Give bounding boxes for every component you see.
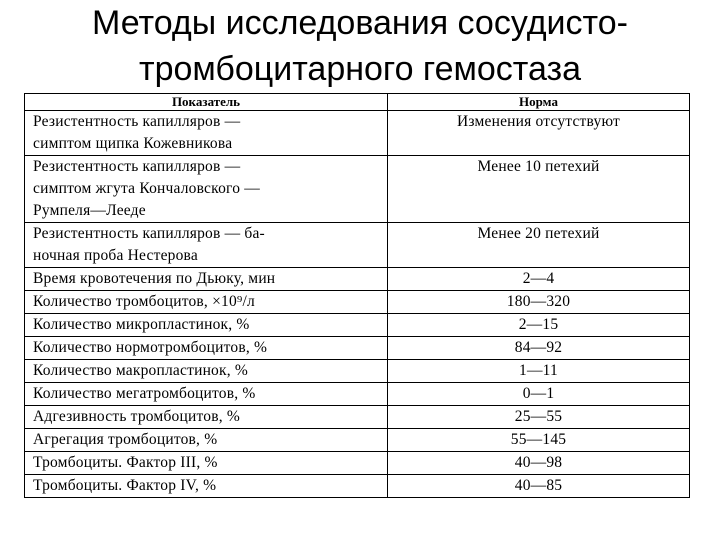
table-row xyxy=(25,406,690,429)
parameter-line: Резистентность капилляров — xyxy=(33,158,241,175)
cell-norm: 55—145 xyxy=(388,429,690,452)
cell-parameter xyxy=(25,314,388,337)
cell-norm: Менее 20 петехий xyxy=(388,223,690,268)
cell-parameter xyxy=(25,268,388,291)
table-row xyxy=(25,452,690,475)
cell-parameter xyxy=(25,452,388,475)
cell-parameter xyxy=(25,337,388,360)
parameter-line: симптом жгута Кончаловского — xyxy=(33,180,260,197)
table-header-row xyxy=(25,94,690,111)
cell-norm: 180—320 xyxy=(388,291,690,314)
cell-parameter xyxy=(25,475,388,498)
parameter-line: Количество мегатромбоцитов, % xyxy=(33,385,256,402)
cell-norm: 84—92 xyxy=(388,337,690,360)
table-row xyxy=(25,475,690,498)
slide-title-line-2: тромбоцитарного гемостаза xyxy=(139,50,581,88)
table-row xyxy=(25,360,690,383)
parameter-line: Количество тромбоцитов, ×10⁹/л xyxy=(33,293,255,310)
cell-norm: 25—55 xyxy=(388,406,690,429)
cell-parameter xyxy=(25,156,388,223)
table-row xyxy=(25,383,690,406)
cell-parameter xyxy=(25,406,388,429)
parameter-line: Тромбоциты. Фактор III, % xyxy=(33,454,218,471)
cell-norm: 40—85 xyxy=(388,475,690,498)
parameter-line: ночная проба Нестерова xyxy=(33,247,198,264)
header-norm: Норма xyxy=(388,94,690,111)
parameter-line: Резистентность капилляров — ба- xyxy=(33,225,265,242)
cell-norm: 1—11 xyxy=(388,360,690,383)
parameter-line: симптом щипка Кожевникова xyxy=(33,135,233,152)
parameter-line: Агрегация тромбоцитов, % xyxy=(33,431,218,448)
parameter-line: Количество нормотромбоцитов, % xyxy=(33,339,268,356)
parameter-line: Количество макропластинок, % xyxy=(33,362,249,379)
parameter-line: Тромбоциты. Фактор IV, % xyxy=(33,477,217,494)
table-row xyxy=(25,223,690,268)
table-row xyxy=(25,429,690,452)
slide-title-line-1: Методы исследования сосудисто- xyxy=(92,4,628,42)
parameter-line: Количество микропластинок, % xyxy=(33,316,250,333)
cell-norm: 2—4 xyxy=(388,268,690,291)
header-parameter: Показатель xyxy=(25,94,388,111)
table-row xyxy=(25,314,690,337)
cell-norm: 0—1 xyxy=(388,383,690,406)
hemostasis-table xyxy=(24,93,689,498)
cell-parameter xyxy=(25,291,388,314)
slide-title xyxy=(0,0,720,92)
cell-parameter xyxy=(25,429,388,452)
table-row xyxy=(25,111,690,156)
cell-parameter xyxy=(25,383,388,406)
cell-norm: Изменения отсутствуют xyxy=(388,111,690,156)
table-row xyxy=(25,291,690,314)
cell-parameter xyxy=(25,111,388,156)
parameter-line: Адгезивность тромбоцитов, % xyxy=(33,408,240,425)
cell-parameter xyxy=(25,360,388,383)
table-row xyxy=(25,337,690,360)
cell-norm: 40—98 xyxy=(388,452,690,475)
table-row xyxy=(25,268,690,291)
parameter-line: Время кровотечения по Дьюку, мин xyxy=(33,270,276,287)
parameter-line: Румпеля—Лееде xyxy=(33,202,146,219)
table-body xyxy=(25,111,690,498)
cell-norm: 2—15 xyxy=(388,314,690,337)
cell-norm: Менее 10 петехий xyxy=(388,156,690,223)
cell-parameter xyxy=(25,223,388,268)
parameter-line: Резистентность капилляров — xyxy=(33,113,241,130)
table-row xyxy=(25,156,690,223)
